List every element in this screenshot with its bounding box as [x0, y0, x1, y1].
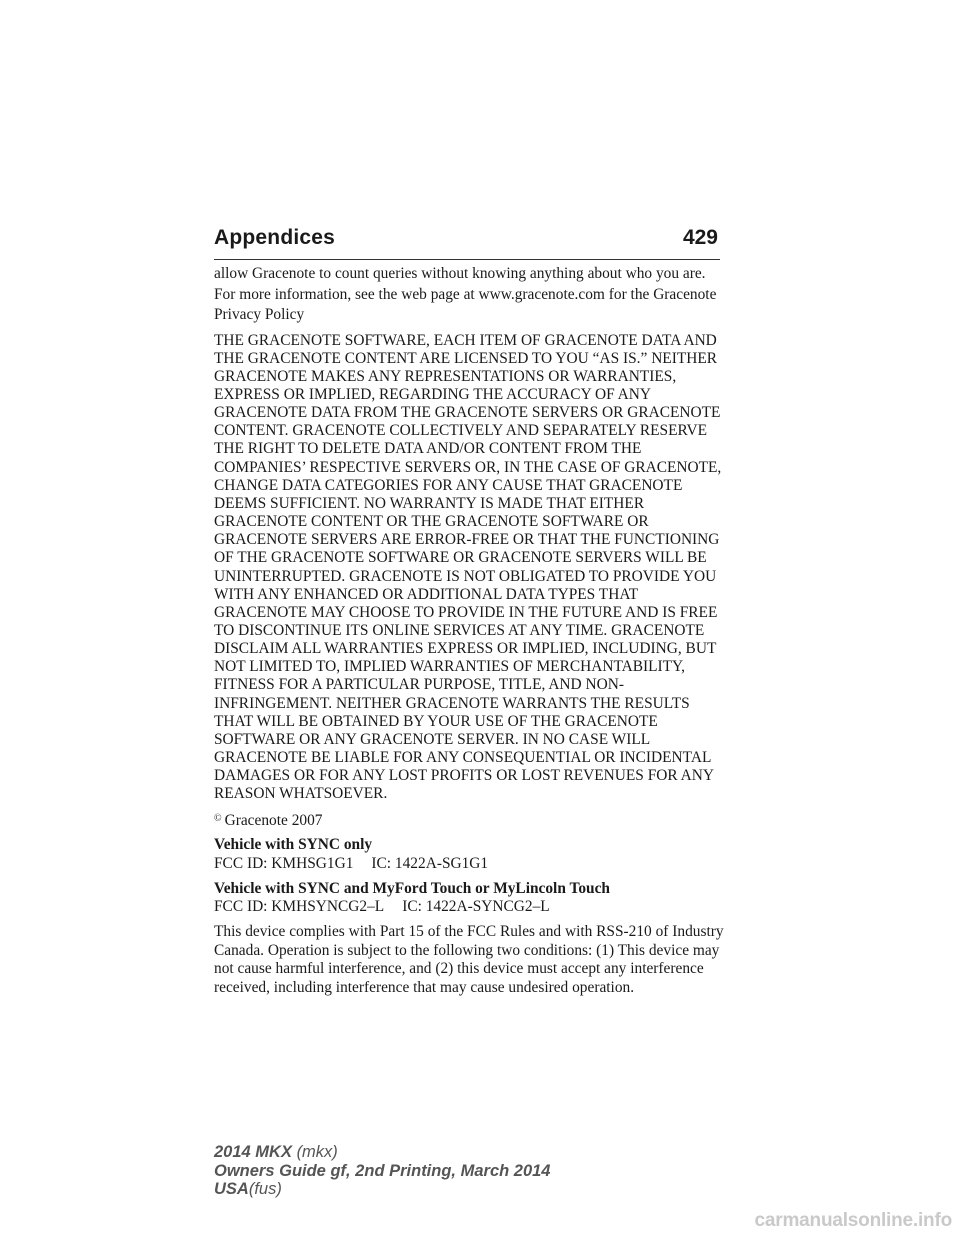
section-title: Appendices [214, 226, 336, 249]
sync-only-block [214, 836, 724, 873]
page-number: 429 [682, 226, 718, 249]
compliance-paragraph: This device complies with Part 15 of the FCC Rules and with RSS-210 of Industry Canada. Operation is subject to the following two conditions: (1) This device may not cause harmful interference, and (2) this device must accept any interference received, including interference that may cause undesired operation. [214, 923, 724, 997]
copyright-text: Gracenote 2007 [224, 811, 323, 829]
sync-myford-block [214, 880, 724, 917]
footer-model-code: (mkx) [296, 1143, 338, 1161]
page-body [214, 264, 724, 1004]
sync-only-heading: Vehicle with SYNC only [214, 836, 373, 854]
page-header [214, 226, 720, 258]
sync-myford-fcc-id: FCC ID: KMHSYNCG2–L [214, 898, 385, 916]
intro-paragraph: allow Gracenote to count queries without knowing anything about who you are. For more information, see the web page at www.gracenote.com for the Gracenote Privacy Policy [214, 265, 717, 323]
page-footer [214, 1143, 551, 1199]
header-divider [214, 259, 720, 260]
site-watermark: carmanualsonline.info [754, 1210, 952, 1231]
footer-market: USA [214, 1180, 249, 1198]
sync-only-ic: IC: 1422A-SG1G1 [371, 854, 489, 872]
footer-line-3 [214, 1180, 551, 1199]
sync-only-fcc-id: FCC ID: KMHSG1G1 [214, 854, 354, 872]
disclaimer-paragraph: THE GRACENOTE SOFTWARE, EACH ITEM OF GRACENOTE DATA AND THE GRACENOTE CONTENT ARE LICENSED TO YOU “AS IS.” NEITHER GRACENOTE MAKES ANY REPRESENTATIONS OR WARRANTIES, EXPRESS OR IMPLIED, REGARDING THE ACCURACY OF ANY GRACENOTE DATA FROM THE GRACENOTE SERVERS OR GRACENOTE CONTENT. GRACENOTE COLLECTIVELY AND SEPARATELY RESERVE THE RIGHT TO DELETE DATA AND/OR CONTENT FROM THE COMPANIES’ RESPECTIVE SERVERS OR, IN THE CASE OF GRACENOTE, CHANGE DATA CATEGORIES FOR ANY CAUSE THAT GRACENOTE DEEMS SUFFICIENT. NO WARRANTY IS MADE THAT EITHER GRACENOTE CONTENT OR THE GRACENOTE SOFTWARE OR GRACENOTE SERVERS ARE ERROR-FREE OR THAT THE FUNCTIONING OF THE GRACENOTE SOFTWARE OR GRACENOTE SERVERS WILL BE UNINTERRUPTED. GRACENOTE IS NOT OBLIGATED TO PROVIDE YOU WITH ANY ENHANCED OR ADDITIONAL DATA TYPES THAT GRACENOTE MAY CHOOSE TO PROVIDE IN THE FUTURE AND IS FREE TO DISCONTINUE ITS ONLINE SERVICES AT ANY TIME. GRACENOTE DISCLAIM ALL WARRANTIES EXPRESS OR IMPLIED, INCLUDING, BUT NOT LIMITED TO, IMPLIED WARRANTIES OF MERCHANTABILITY, FITNESS FOR A PARTICULAR PURPOSE, TITLE, AND NON-INFRINGEMENT. NEITHER GRACENOTE WARRANTS THE RESULTS THAT WILL BE OBTAINED BY YOUR USE OF THE GRACENOTE SOFTWARE OR ANY GRACENOTE SERVER. IN NO CASE WILL GRACENOTE BE LIABLE FOR ANY CONSEQUENTIAL OR INCIDENTAL DAMAGES OR FOR ANY LOST PROFITS OR LOST REVENUES FOR ANY REASON WHATSOEVER. [214, 331, 722, 803]
footer-line-2: Owners Guide gf, 2nd Printing, March 2014 [214, 1161, 551, 1180]
sync-myford-ic: IC: 1422A-SYNCG2–L [402, 898, 550, 916]
sync-myford-ids [214, 898, 550, 915]
copyright-symbol: © [214, 812, 222, 824]
footer-market-code: (fus) [248, 1180, 282, 1198]
footer-line-1 [214, 1143, 551, 1162]
sync-myford-heading: Vehicle with SYNC and MyFord Touch or MyLincoln Touch [214, 879, 610, 897]
footer-model: 2014 MKX [214, 1143, 292, 1161]
copyright-line [214, 810, 724, 831]
sync-only-ids [214, 855, 488, 872]
